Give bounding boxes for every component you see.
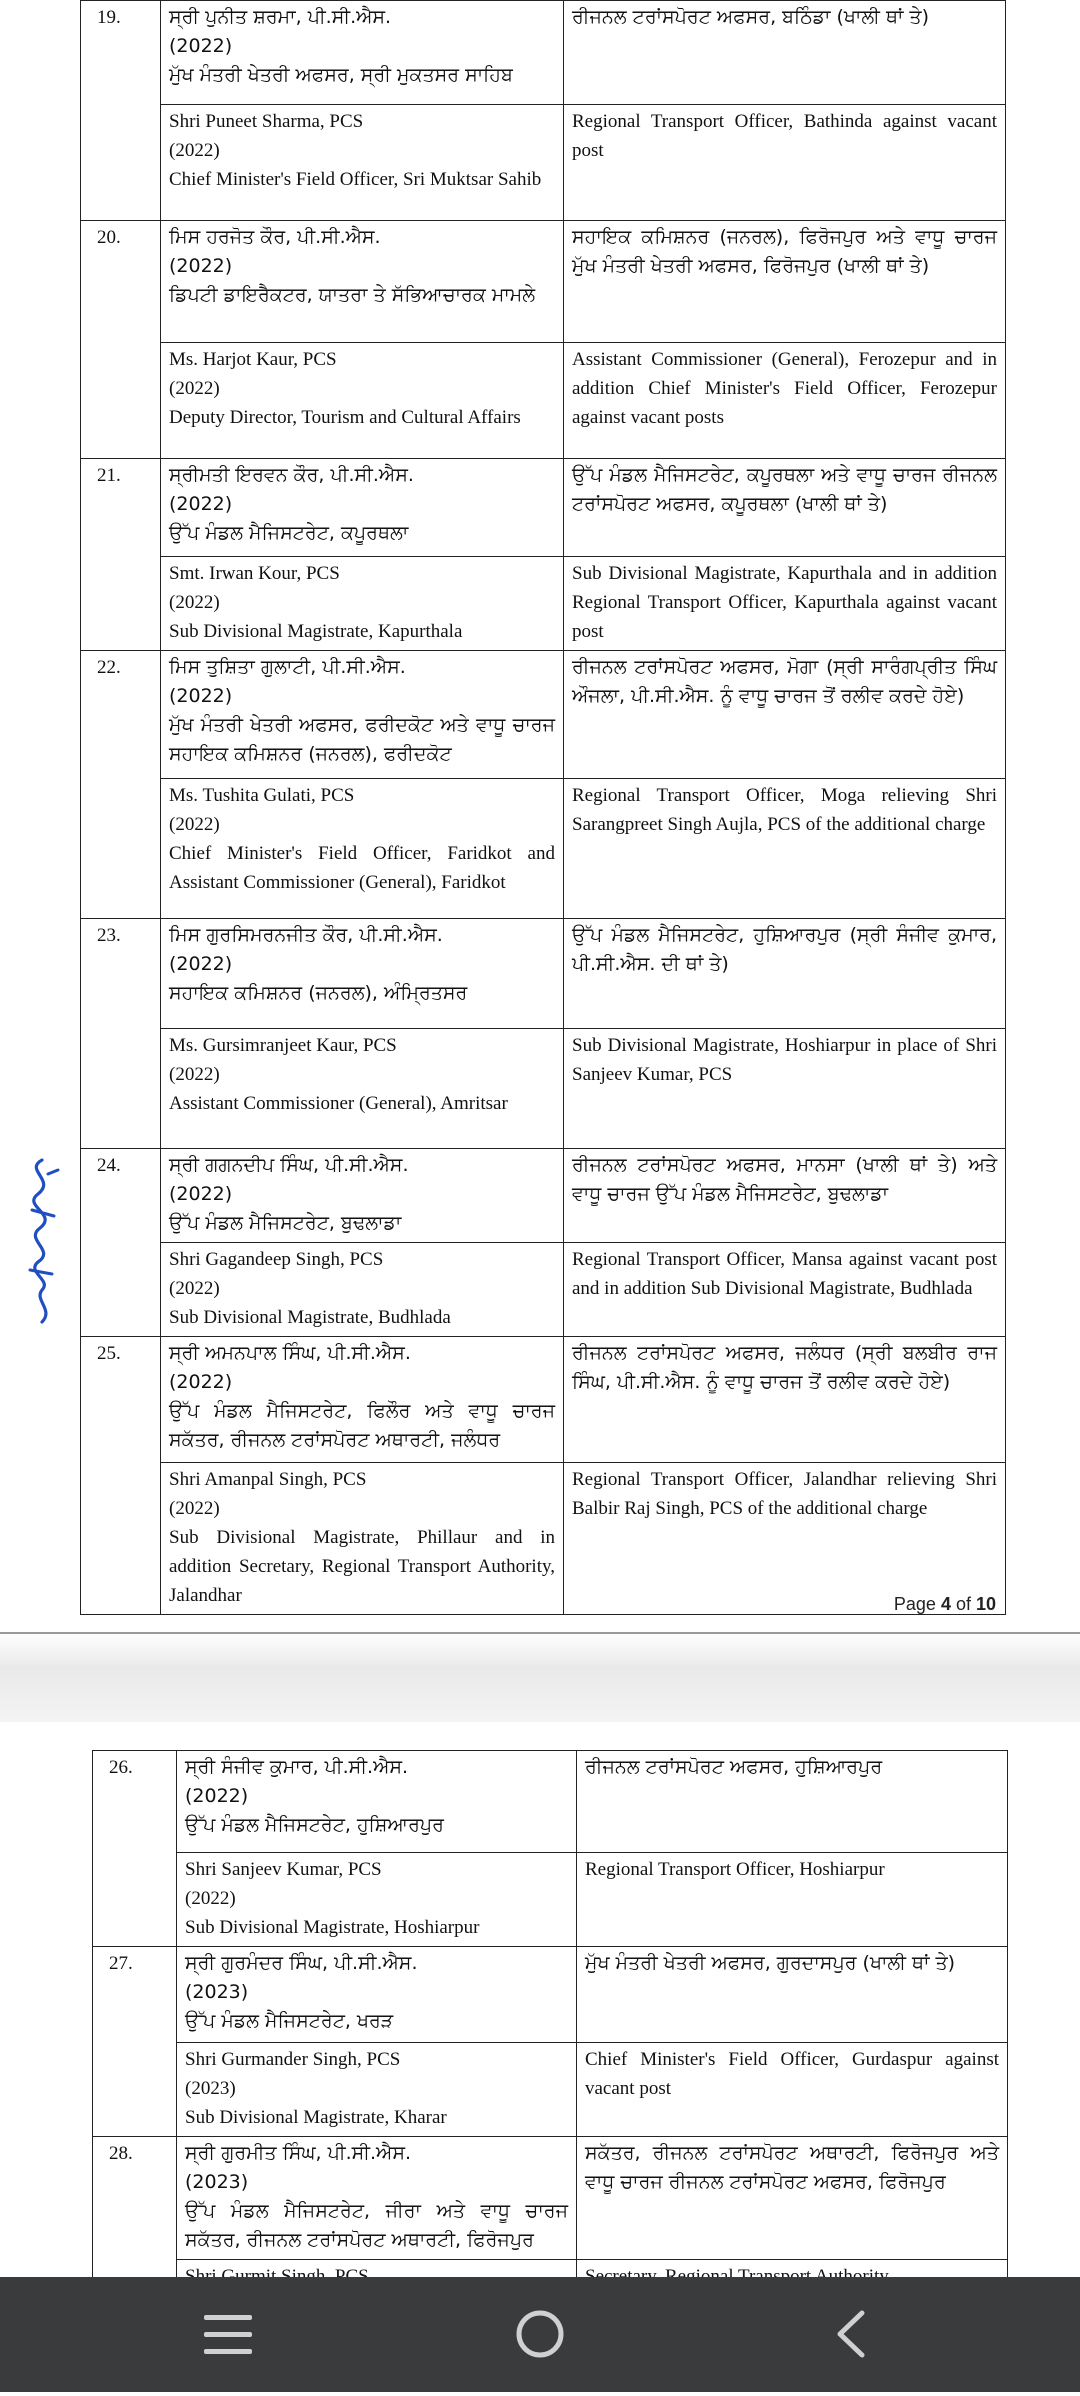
- officer-detail-line: ਉੱਪ ਮੰਡਲ ਮੈਜਿਸਟਰੇਟ, ਖਰੜ: [185, 2010, 394, 2032]
- officer-detail-line: Ms. Harjot Kaur, PCS: [169, 349, 337, 370]
- officer-detail-line: ਸ੍ਰੀ ਸੰਜੀਵ ਕੁਮਾਰ, ਪੀ.ਸੀ.ਐਸ.: [185, 1756, 409, 1778]
- officer-detail-line: ਸ੍ਰੀ ਗੁਰਮੀਤ ਸਿੰਘ, ਪੀ.ਸੀ.ਐਸ.: [185, 2142, 412, 2164]
- officer-detail-line: ਉੱਪ ਮੰਡਲ ਮੈਜਿਸਟਰੇਟ, ਹੁਸ਼ਿਆਰਪੁਰ: [185, 1814, 444, 1836]
- home-icon: [440, 2277, 640, 2392]
- officer-detail-line: Ms. Tushita Gulati, PCS: [169, 785, 355, 806]
- posting-cell-punjabi: ਰੀਜਨਲ ਟਰਾਂਸਪੋਰਟ ਅਫਸਰ, ਮਾਨਸਾ (ਖਾਲੀ ਥਾਂ ਤੇ) ਅਤੇ ਵਾਧੂ ਚਾਰਜ ਉੱਪ ਮੰਡਲ ਮੈਜਿਸਟਰੇਟ, ਬੁਢਲਾਡਾ: [564, 1149, 1006, 1243]
- officer-detail-line: Sub Divisional Magistrate, Phillaur and in addition Secretary, Regional Transport Authority, Jalandhar: [169, 1527, 555, 1606]
- officer-cell-english: [161, 1243, 564, 1337]
- officer-detail-line: (2022): [169, 1278, 220, 1299]
- posting-cell-punjabi: ਸਹਾਇਕ ਕਮਿਸ਼ਨਰ (ਜਨਰਲ), ਫਿਰੋਜਪੁਰ ਅਤੇ ਵਾਧੂ ਚਾਰਜ ਮੁੱਖ ਮੰਤਰੀ ਖੇਤਰੀ ਅਫਸਰ, ਫਿਰੋਜਪੁਰ (ਖਾਲੀ ਥਾਂ ਤੇ): [564, 221, 1006, 343]
- table-row-punjabi: [93, 2137, 1008, 2260]
- serial-number: 23.: [81, 919, 161, 1149]
- officer-cell-punjabi: [161, 919, 564, 1029]
- home-button[interactable]: [440, 2277, 640, 2392]
- officer-detail-line: Smt. Irwan Kour, PCS: [169, 563, 340, 584]
- officer-detail-line: Sub Divisional Magistrate, Hoshiarpur: [185, 1917, 480, 1938]
- officer-detail-line: Shri Gagandeep Singh, PCS: [169, 1249, 384, 1270]
- table-row-punjabi: [81, 651, 1006, 779]
- officer-detail-line: Sub Divisional Magistrate, Kapurthala: [169, 621, 463, 642]
- transfer-table: [80, 0, 1006, 1615]
- officer-detail-line: ਸਹਾਇਕ ਕਮਿਸ਼ਨਰ (ਜਨਰਲ), ਅੰਮ੍ਰਿਤਸਰ: [169, 982, 468, 1004]
- officer-detail-line: (2023): [185, 1981, 249, 2003]
- officer-detail-line: Chief Minister's Field Officer, Faridkot and Assistant Commissioner (General), Faridkot: [169, 843, 555, 893]
- officer-detail-line: (2022): [169, 378, 220, 399]
- table-row-punjabi: [81, 919, 1006, 1029]
- table-row-english: [81, 1243, 1006, 1337]
- recents-button[interactable]: [128, 2277, 328, 2392]
- officer-cell-english: [177, 2043, 577, 2137]
- officer-detail-line: ਉੱਪ ਮੰਡਲ ਮੈਜਿਸਟਰੇਟ, ਜੀਰਾ ਅਤੇ ਵਾਧੂ ਚਾਰਜ ਸਕੱਤਰ, ਰੀਜਨਲ ਟਰਾਂਸਪੋਰਟ ਅਥਾਰਟੀ, ਫਿਰੋਜਪੁਰ: [185, 2200, 568, 2251]
- table-row-punjabi: [93, 1751, 1008, 1853]
- signature-mark: [12, 1150, 72, 1340]
- posting-cell-english: Chief Minister's Field Officer, Gurdaspur against vacant post: [577, 2043, 1008, 2137]
- page-number: Page 4 of 10: [893, 1594, 996, 1614]
- officer-detail-line: (2023): [185, 2078, 236, 2099]
- serial-number: 22.: [81, 651, 161, 919]
- officer-detail-line: ਸ੍ਰੀ ਗਗਨਦੀਪ ਸਿੰਘ, ਪੀ.ਸੀ.ਐਸ.: [169, 1154, 409, 1176]
- officer-detail-line: (2022): [169, 685, 233, 707]
- officer-detail-line: ਮਿਸ ਹਰਜੋਤ ਕੌਰ, ਪੀ.ਸੀ.ਐਸ.: [169, 226, 381, 248]
- officer-detail-line: (2022): [169, 953, 233, 975]
- posting-cell-english: Regional Transport Officer, Jalandhar relieving Shri Balbir Raj Singh, PCS of the additional charge: [564, 1463, 1006, 1615]
- table-row-english: [81, 105, 1006, 221]
- officer-detail-line: (2022): [169, 1064, 220, 1085]
- officer-cell-punjabi: [161, 459, 564, 557]
- officer-cell-english: [161, 779, 564, 919]
- officer-cell-punjabi: [177, 1751, 577, 1853]
- officer-cell-punjabi: [161, 1337, 564, 1463]
- posting-cell-punjabi: ਰੀਜਨਲ ਟਰਾਂਸਪੋਰਟ ਅਫਸਰ, ਬਠਿੰਡਾ (ਖਾਲੀ ਥਾਂ ਤੇ): [564, 1, 1006, 105]
- table-row-punjabi: [81, 459, 1006, 557]
- officer-cell-english: [161, 343, 564, 459]
- navigation-bar: [0, 2277, 1080, 2392]
- officer-detail-line: (2022): [169, 814, 220, 835]
- officer-detail-line: (2023): [185, 2171, 249, 2193]
- serial-number: 21.: [81, 459, 161, 651]
- serial-number: 19.: [81, 1, 161, 221]
- posting-cell-punjabi: ਮੁੱਖ ਮੰਤਰੀ ਖੇਤਰੀ ਅਫਸਰ, ਗੁਰਦਾਸਪੁਰ (ਖਾਲੀ ਥਾਂ ਤੇ): [577, 1947, 1008, 2043]
- officer-cell-punjabi: [161, 1149, 564, 1243]
- table-row-punjabi: [81, 1149, 1006, 1243]
- officer-detail-line: Sub Divisional Magistrate, Kharar: [185, 2107, 447, 2128]
- back-button[interactable]: [752, 2277, 952, 2392]
- officer-cell-english: [177, 1853, 577, 1947]
- officer-detail-line: ਉੱਪ ਮੰਡਲ ਮੈਜਿਸਟਰੇਟ, ਕਪੂਰਥਲਾ: [169, 522, 409, 544]
- officer-detail-line: ਮੁੱਖ ਮੰਤਰੀ ਖੇਤਰੀ ਅਫਸਰ, ਸ੍ਰੀ ਮੁਕਤਸਰ ਸਾਹਿਬ: [169, 64, 513, 86]
- officer-detail-line: (2022): [169, 1371, 233, 1393]
- officer-cell-punjabi: [177, 1947, 577, 2043]
- officer-cell-english: [161, 1463, 564, 1615]
- table-row-english: [93, 2043, 1008, 2137]
- officer-detail-line: (2022): [169, 592, 220, 613]
- officer-detail-line: ਸ੍ਰੀ ਗੁਰਮੰਦਰ ਸਿੰਘ, ਪੀ.ਸੀ.ਐਸ.: [185, 1952, 418, 1974]
- officer-detail-line: Sub Divisional Magistrate, Budhlada: [169, 1307, 451, 1328]
- table-row-english: [81, 1463, 1006, 1615]
- officer-cell-punjabi: [161, 221, 564, 343]
- table-row-english: [81, 1029, 1006, 1149]
- officer-detail-line: (2022): [169, 1498, 220, 1519]
- recents-icon: [128, 2277, 328, 2392]
- posting-cell-punjabi: ਰੀਜਨਲ ਟਰਾਂਸਪੋਰਟ ਅਫਸਰ, ਹੁਸ਼ਿਆਰਪੁਰ: [577, 1751, 1008, 1853]
- posting-cell-english: Sub Divisional Magistrate, Hoshiarpur in place of Shri Sanjeev Kumar, PCS: [564, 1029, 1006, 1149]
- officer-detail-line: ਮਿਸ ਗੁਰਸਿਮਰਨਜੀਤ ਕੌਰ, ਪੀ.ਸੀ.ਐਸ.: [169, 924, 443, 946]
- posting-cell-english: Regional Transport Officer, Bathinda against vacant post: [564, 105, 1006, 221]
- officer-detail-line: ਉੱਪ ਮੰਡਲ ਮੈਜਿਸਟਰੇਟ, ਫਿਲੌਰ ਅਤੇ ਵਾਧੂ ਚਾਰਜ ਸਕੱਤਰ, ਰੀਜਨਲ ਟਰਾਂਸਪੋਰਟ ਅਥਾਰਟੀ, ਜਲੰਧਰ: [169, 1400, 555, 1451]
- officer-cell-punjabi: [161, 1, 564, 105]
- table-row-english: [81, 557, 1006, 651]
- officer-detail-line: Shri Gurmander Singh, PCS: [185, 2049, 401, 2070]
- table-row-english: [81, 343, 1006, 459]
- page-divider: [0, 1632, 1080, 1634]
- table-row-punjabi: [93, 1947, 1008, 2043]
- officer-cell-punjabi: [161, 651, 564, 779]
- officer-detail-line: (2022): [169, 255, 233, 277]
- officer-detail-line: ਮਿਸ ਤੁਸ਼ਿਤਾ ਗੁਲਾਟੀ, ਪੀ.ਸੀ.ਐਸ.: [169, 656, 406, 678]
- officer-detail-line: Shri Amanpal Singh, PCS: [169, 1469, 367, 1490]
- table-row-punjabi: [81, 221, 1006, 343]
- officer-detail-line: Chief Minister's Field Officer, Sri Muktsar Sahib: [169, 169, 542, 190]
- serial-number: 27.: [93, 1947, 177, 2137]
- posting-cell-english: Assistant Commissioner (General), Ferozepur and in addition Chief Minister's Field Officer, Ferozepur against vacant posts: [564, 343, 1006, 459]
- serial-number: 28.: [93, 2137, 177, 2306]
- serial-number: 24.: [81, 1149, 161, 1337]
- officer-detail-line: (2022): [169, 1183, 233, 1205]
- officer-detail-line: (2022): [169, 35, 233, 57]
- transfer-table-continued: [92, 1750, 1008, 2306]
- officer-detail-line: Shri Sanjeev Kumar, PCS: [185, 1859, 382, 1880]
- posting-cell-punjabi: ਰੀਜਨਲ ਟਰਾਂਸਪੋਰਟ ਅਫਸਰ, ਜਲੰਧਰ (ਸ੍ਰੀ ਬਲਬੀਰ ਰਾਜ ਸਿੰਘ, ਪੀ.ਸੀ.ਐਸ. ਨੂੰ ਵਾਧੂ ਚਾਰਜ ਤੋਂ ਰਲੀਵ ਕਰਦੇ ਹੋਏ): [564, 1337, 1006, 1463]
- posting-cell-english: Regional Transport Officer, Hoshiarpur: [577, 1853, 1008, 1947]
- officer-cell-english: [161, 105, 564, 221]
- officer-detail-line: Ms. Gursimranjeet Kaur, PCS: [169, 1035, 397, 1056]
- posting-cell-english: Regional Transport Officer, Moga relieving Shri Sarangpreet Singh Aujla, PCS of the additional charge: [564, 779, 1006, 919]
- officer-detail-line: ਸ੍ਰੀ ਪੁਨੀਤ ਸ਼ਰਮਾ, ਪੀ.ਸੀ.ਐਸ.: [169, 6, 392, 28]
- back-icon: [752, 2277, 952, 2392]
- serial-number: 25.: [81, 1337, 161, 1615]
- officer-detail-line: (2022): [169, 493, 233, 515]
- officer-detail-line: Deputy Director, Tourism and Cultural Affairs: [169, 407, 521, 428]
- serial-number: 20.: [81, 221, 161, 459]
- officer-detail-line: Assistant Commissioner (General), Amritsar: [169, 1093, 508, 1114]
- serial-number: 26.: [93, 1751, 177, 1947]
- posting-cell-punjabi: ਉੱਪ ਮੰਡਲ ਮੈਜਿਸਟਰੇਟ, ਕਪੂਰਥਲਾ ਅਤੇ ਵਾਧੂ ਚਾਰਜ ਰੀਜਨਲ ਟਰਾਂਸਪੋਰਟ ਅਫਸਰ, ਕਪੂਰਥਲਾ (ਖਾਲੀ ਥਾਂ ਤੇ): [564, 459, 1006, 557]
- table-row-english: [81, 779, 1006, 919]
- page-gap: [0, 1632, 1080, 1722]
- officer-detail-line: Shri Puneet Sharma, PCS: [169, 111, 364, 132]
- posting-cell-english: Sub Divisional Magistrate, Kapurthala and in addition Regional Transport Officer, Kapurthala against vacant post: [564, 557, 1006, 651]
- officer-detail-line: ਉੱਪ ਮੰਡਲ ਮੈਜਿਸਟਰੇਟ, ਬੁਢਲਾਡਾ: [169, 1212, 402, 1234]
- officer-detail-line: ਸ੍ਰੀਮਤੀ ਇਰਵਨ ਕੌਰ, ਪੀ.ਸੀ.ਐਸ.: [169, 464, 414, 486]
- table-row-english: [93, 1853, 1008, 1947]
- table-row-punjabi: [81, 1, 1006, 105]
- officer-cell-punjabi: [177, 2137, 577, 2260]
- posting-cell-punjabi: ਰੀਜਨਲ ਟਰਾਂਸਪੋਰਟ ਅਫਸਰ, ਮੋਗਾ (ਸ੍ਰੀ ਸਾਰੰਗਪ੍ਰੀਤ ਸਿੰਘ ਔਜਲਾ, ਪੀ.ਸੀ.ਐਸ. ਨੂੰ ਵਾਧੂ ਚਾਰਜ ਤੋਂ ਰਲੀਵ ਕਰਦੇ ਹੋਏ): [564, 651, 1006, 779]
- officer-detail-line: (2022): [169, 140, 220, 161]
- posting-cell-punjabi: ਉੱਪ ਮੰਡਲ ਮੈਜਿਸਟਰੇਟ, ਹੁਸ਼ਿਆਰਪੁਰ (ਸ੍ਰੀ ਸੰਜੀਵ ਕੁਮਾਰ, ਪੀ.ਸੀ.ਐਸ. ਦੀ ਥਾਂ ਤੇ): [564, 919, 1006, 1029]
- posting-cell-english: Regional Transport Officer, Mansa against vacant post and in addition Sub Divisional Magistrate, Budhlada: [564, 1243, 1006, 1337]
- officer-cell-english: [161, 1029, 564, 1149]
- officer-detail-line: (2022): [185, 1785, 249, 1807]
- officer-detail-line: ਸ੍ਰੀ ਅਮਨਪਾਲ ਸਿੰਘ, ਪੀ.ਸੀ.ਐਸ.: [169, 1342, 411, 1364]
- officer-detail-line: ਮੁੱਖ ਮੰਤਰੀ ਖੇਤਰੀ ਅਫਸਰ, ਫਰੀਦਕੋਟ ਅਤੇ ਵਾਧੂ ਚਾਰਜ ਸਹਾਇਕ ਕਮਿਸ਼ਨਰ (ਜਨਰਲ), ਫਰੀਦਕੋਟ: [169, 714, 555, 765]
- officer-detail-line: (2022): [185, 1888, 236, 1909]
- posting-cell-punjabi: ਸਕੱਤਰ, ਰੀਜਨਲ ਟਰਾਂਸਪੋਰਟ ਅਥਾਰਟੀ, ਫਿਰੋਜਪੁਰ ਅਤੇ ਵਾਧੂ ਚਾਰਜ ਰੀਜਨਲ ਟਰਾਂਸਪੋਰਟ ਅਫਸਰ, ਫਿਰੋਜਪੁਰ: [577, 2137, 1008, 2260]
- table-row-punjabi: [81, 1337, 1006, 1463]
- document-page-5: [0, 1722, 1080, 2277]
- officer-cell-english: [161, 557, 564, 651]
- officer-detail-line: ਡਿਪਟੀ ਡਾਇਰੈਕਟਰ, ਯਾਤਰਾ ਤੇ ਸੱਭਿਆਚਾਰਕ ਮਾਮਲੇ: [169, 284, 536, 306]
